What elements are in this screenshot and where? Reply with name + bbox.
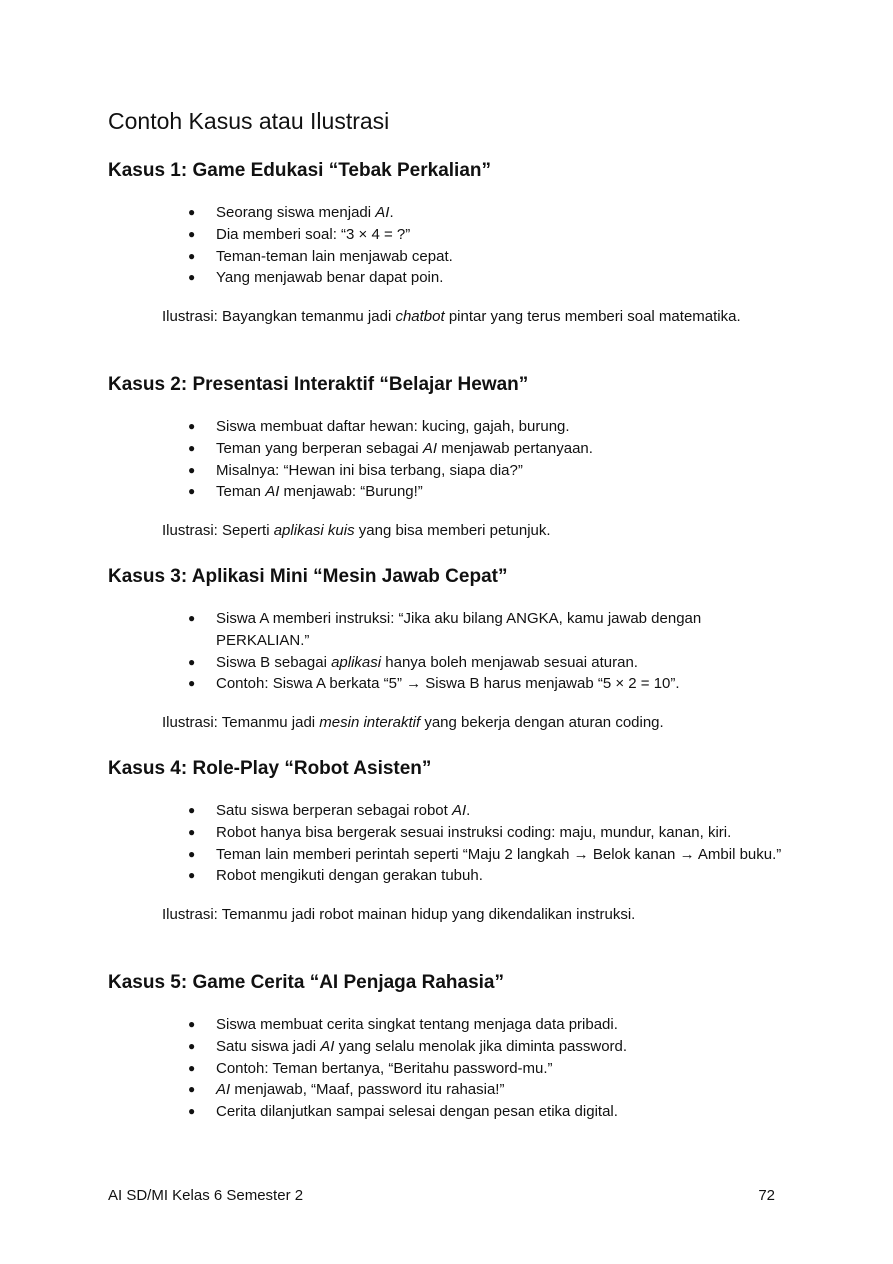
list-item: ● Yang menjawab benar dapat poin.	[188, 267, 788, 289]
case-5-bullets	[188, 1014, 788, 1123]
list-item: ● Siswa membuat daftar hewan: kucing, gajah, burung.	[188, 416, 788, 438]
case-3-heading: Kasus 3: Aplikasi Mini “Mesin Jawab Cepat”	[108, 566, 508, 587]
case-1-bullets	[188, 202, 788, 289]
case-4-bullets	[188, 800, 788, 887]
case-2-heading: Kasus 2: Presentasi Interaktif “Belajar Hewan”	[108, 374, 529, 395]
case-3	[108, 566, 788, 734]
list-item: ● Teman-teman lain menjawab cepat.	[188, 246, 788, 268]
list-item: ● Satu siswa berperan sebagai robot AI.	[188, 800, 788, 822]
case-1-heading: Kasus 1: Game Edukasi “Tebak Perkalian”	[108, 160, 491, 181]
case-3-illustration: Ilustrasi: Temanmu jadi mesin interaktif yang bekerja dengan aturan coding.	[162, 714, 664, 732]
list-item: ● Siswa B sebagai aplikasi hanya boleh menjawab sesuai aturan.	[188, 652, 768, 674]
case-3-bullets	[188, 608, 768, 695]
list-item: ● Satu siswa jadi AI yang selalu menolak jika diminta password.	[188, 1036, 788, 1058]
list-item: ● Misalnya: “Hewan ini bisa terbang, siapa dia?”	[188, 460, 788, 482]
list-item: ● Teman lain memberi perintah seperti “Maju 2 langkah → Belok kanan → Ambil buku.”	[188, 844, 788, 866]
case-1-illustration: Ilustrasi: Bayangkan temanmu jadi chatbot pintar yang terus memberi soal matematika.	[162, 308, 741, 326]
list-item: ● Contoh: Siswa A berkata “5” → Siswa B harus menjawab “5 × 2 = 10”.	[188, 673, 768, 695]
list-item: ● Robot mengikuti dengan gerakan tubuh.	[188, 865, 788, 887]
case-5	[108, 972, 788, 1123]
list-item: ● Teman AI menjawab: “Burung!”	[188, 481, 788, 503]
case-4-illustration: Ilustrasi: Temanmu jadi robot mainan hidup yang dikendalikan instruksi.	[162, 906, 636, 924]
page-title: Contoh Kasus atau Ilustrasi	[108, 108, 390, 134]
case-4-heading: Kasus 4: Role-Play “Robot Asisten”	[108, 758, 432, 779]
footer-title: AI SD/MI Kelas 6 Semester 2	[108, 1187, 304, 1204]
list-item: ● Dia memberi soal: “3 × 4 = ?”	[188, 224, 788, 246]
case-4	[108, 758, 788, 926]
list-item: ● Siswa membuat cerita singkat tentang menjaga data pribadi.	[188, 1014, 788, 1036]
list-item: ● Robot hanya bisa bergerak sesuai instruksi coding: maju, mundur, kanan, kiri.	[188, 822, 788, 844]
case-2-illustration: Ilustrasi: Seperti aplikasi kuis yang bisa memberi petunjuk.	[162, 522, 551, 540]
case-2	[108, 374, 788, 542]
list-item: ● Cerita dilanjutkan sampai selesai dengan pesan etika digital.	[188, 1101, 788, 1123]
list-item: ● Siswa A memberi instruksi: “Jika aku bilang ANGKA, kamu jawab dengan PERKALIAN.”	[188, 608, 768, 652]
page-number: 72	[758, 1187, 775, 1204]
list-item: ● Contoh: Teman bertanya, “Beritahu password-mu.”	[188, 1058, 788, 1080]
list-item: ● Seorang siswa menjadi AI.	[188, 202, 788, 224]
case-2-bullets	[188, 416, 788, 503]
case-1	[108, 160, 788, 328]
list-item: ● AI menjawab, “Maaf, password itu rahasia!”	[188, 1079, 788, 1101]
list-item: ● Teman yang berperan sebagai AI menjawab pertanyaan.	[188, 438, 788, 460]
case-5-heading: Kasus 5: Game Cerita “AI Penjaga Rahasia”	[108, 972, 504, 993]
